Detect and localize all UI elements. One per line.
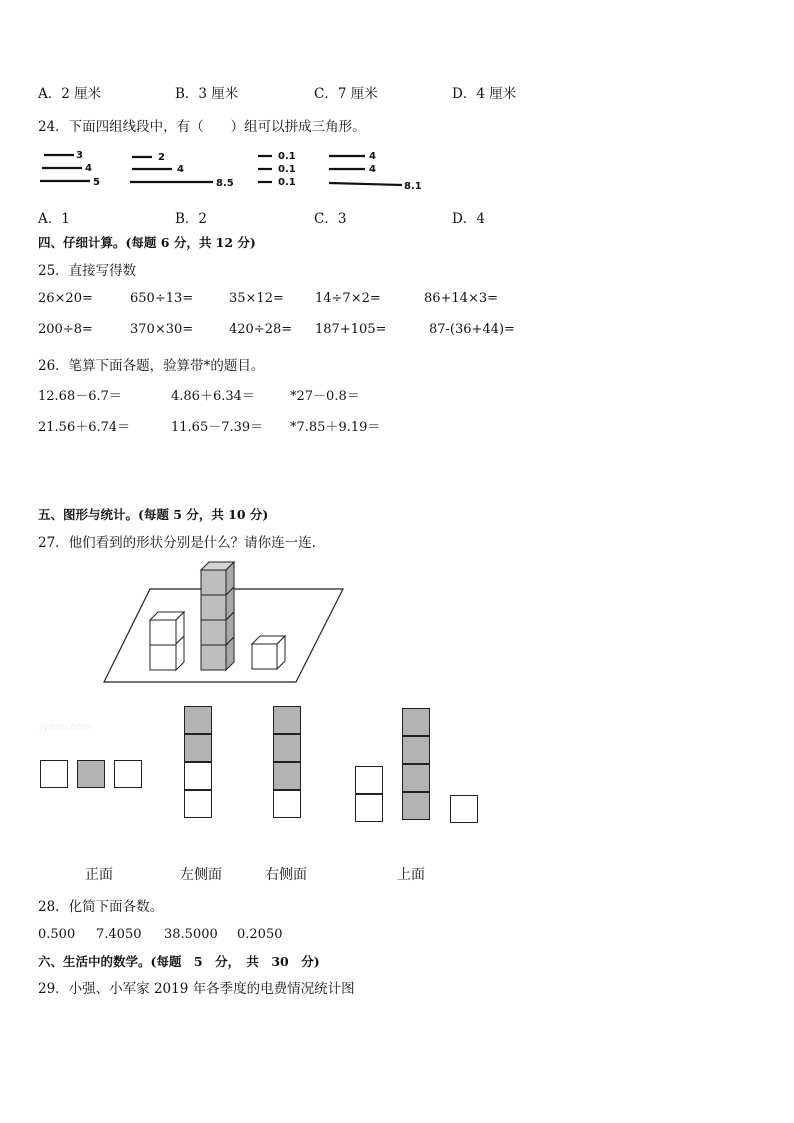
q25-item-2-5: 87-(36+44)= — [429, 322, 515, 337]
gray-square — [402, 764, 430, 792]
q24-segment-groups — [30, 143, 450, 195]
view-label-left[interactable]: 左侧面 — [180, 867, 222, 883]
gray-square — [273, 734, 301, 762]
q23-option-d[interactable]: D．4 厘米 — [452, 86, 517, 102]
q26-stem: 26．笔算下面各题，验算带*的题目。 — [38, 358, 265, 374]
q23-option-a[interactable]: A．2 厘米 — [38, 86, 102, 102]
q28-number-4: 0.2050 — [237, 927, 283, 942]
view-label-right[interactable]: 右侧面 — [265, 867, 307, 883]
q28-stem: 28．化简下面各数。 — [38, 899, 164, 915]
q26-item-1-1: 12.68－6.7＝ — [38, 389, 122, 404]
q23-option-b[interactable]: B．3 厘米 — [175, 86, 239, 102]
g2-label-3: 8.5 — [216, 178, 234, 189]
q25-item-2-3: 420÷28= — [229, 322, 293, 337]
gray-square — [184, 734, 212, 762]
watermark: jyeoo.com — [40, 722, 92, 733]
q25-item-1-3: 35×12= — [229, 291, 284, 306]
square — [273, 790, 301, 818]
g4-label-2: 4 — [369, 164, 376, 175]
square — [184, 790, 212, 818]
g2-label-2: 4 — [177, 164, 184, 175]
g1-label-2: 4 — [85, 163, 92, 174]
q25-stem: 25．直接写得数 — [38, 263, 137, 279]
square — [355, 794, 383, 822]
square — [355, 766, 383, 794]
gray-square — [184, 706, 212, 734]
section-6-heading: 六、生活中的数学。(每题 5 分， 共 30 分) — [38, 954, 320, 969]
square — [40, 760, 68, 788]
square — [450, 795, 478, 823]
gray-square — [273, 706, 301, 734]
g4-label-3: 8.1 — [404, 181, 422, 192]
segment-group-1 — [40, 150, 100, 188]
cube-scene-figure — [100, 558, 350, 688]
view-label-top[interactable]: 上面 — [397, 867, 425, 883]
q25-item-2-2: 370×30= — [130, 322, 194, 337]
q28-number-3: 38.5000 — [164, 927, 218, 942]
q23-option-c[interactable]: C．7 厘米 — [314, 86, 378, 102]
square — [184, 762, 212, 790]
gray-square — [273, 762, 301, 790]
g1-label-3: 5 — [93, 177, 100, 188]
section-4-heading: 四、仔细计算。(每题 6 分，共 12 分) — [38, 235, 256, 250]
q24-option-d[interactable]: D．4 — [452, 211, 485, 227]
g3-label-1: 0.1 — [278, 151, 296, 162]
gray-square — [77, 760, 105, 788]
q29-stem: 29．小强、小军家 2019 年各季度的电费情况统计图 — [38, 981, 355, 997]
section-5-heading: 五、图形与统计。(每题 5 分，共 10 分) — [38, 507, 269, 522]
q26-item-1-2: 4.86＋6.34＝ — [171, 389, 255, 404]
gray-square — [402, 792, 430, 820]
q28-number-2: 7.4050 — [96, 927, 142, 942]
g1-label-1: 3 — [76, 150, 83, 161]
g4-label-1: 4 — [369, 151, 376, 162]
q26-item-2-3: *7.85＋9.19＝ — [290, 420, 381, 435]
q28-number-1: 0.500 — [38, 927, 76, 942]
segment-group-3 — [258, 151, 296, 188]
q26-item-2-2: 11.65－7.39＝ — [171, 420, 264, 435]
g3-label-2: 0.1 — [278, 164, 296, 175]
q25-item-2-4: 187+105= — [315, 322, 387, 337]
q24-option-c[interactable]: C．3 — [314, 211, 347, 227]
q27-stem: 27．他们看到的形状分别是什么？请你连一连. — [38, 535, 316, 551]
g2-label-1: 2 — [158, 152, 165, 163]
q24-option-b[interactable]: B．2 — [175, 211, 208, 227]
q25-item-1-4: 14÷7×2= — [315, 291, 381, 306]
q25-item-1-5: 86+14×3= — [424, 291, 499, 306]
gray-square — [402, 708, 430, 736]
q26-item-1-3: *27－0.8＝ — [290, 389, 360, 404]
segment-group-2 — [130, 152, 234, 189]
segment-group-4 — [329, 151, 422, 192]
q25-item-1-1: 26×20= — [38, 291, 93, 306]
q24-option-a[interactable]: A．1 — [38, 211, 70, 227]
gray-square — [402, 736, 430, 764]
q26-item-2-1: 21.56＋6.74＝ — [38, 420, 131, 435]
q24-stem: 24．下面四组线段中，有（ ）组可以拼成三角形。 — [38, 119, 366, 135]
g3-label-3: 0.1 — [278, 177, 296, 188]
square — [114, 760, 142, 788]
view-label-front[interactable]: 正面 — [85, 867, 113, 883]
q25-item-1-2: 650÷13= — [130, 291, 194, 306]
q25-item-2-1: 200÷8= — [38, 322, 93, 337]
